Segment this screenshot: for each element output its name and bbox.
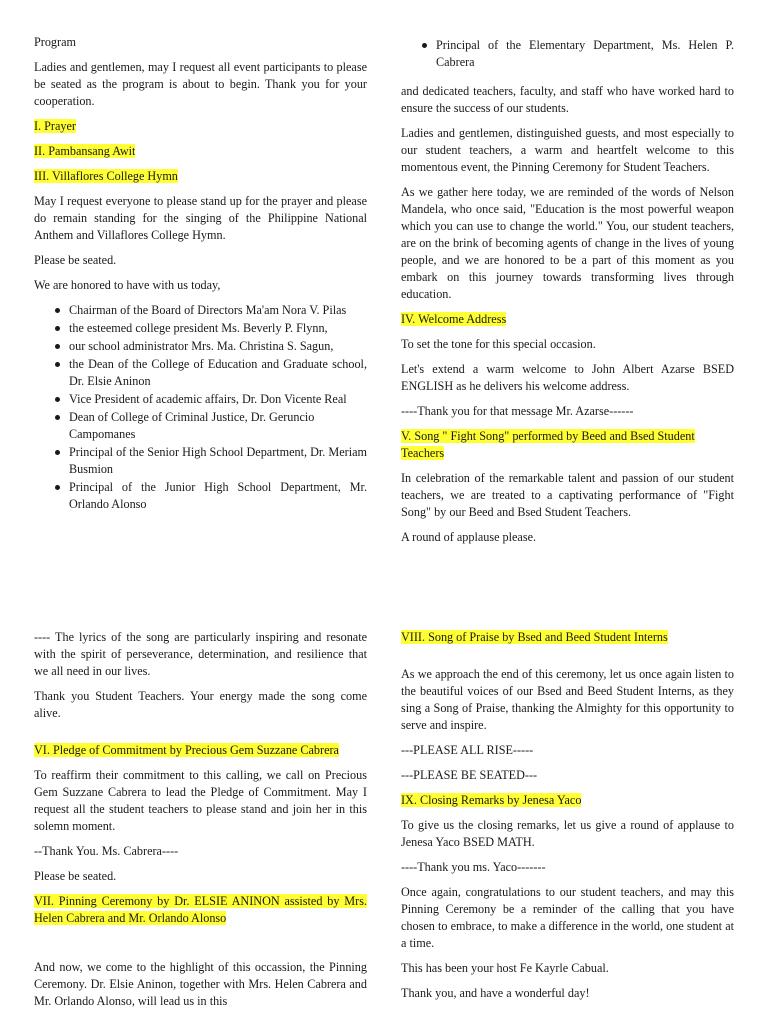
lyrics-paragraph: ---- The lyrics of the song are particularly inspiring and resonate with the spirit of perseverance, determination, and resilience that we all need in our lives. xyxy=(34,630,367,678)
fight-song-paragraph: In celebration of the remarkable talent and passion of our student teachers, we are treated to a captivating performance of "Fight Song" by our Beed and Bsed Student Teachers. xyxy=(401,471,734,519)
heading-pledge: VI. Pledge of Commitment by Precious Gem Suzzane Cabrera xyxy=(34,743,339,757)
heading-prayer: I. Prayer xyxy=(34,119,76,133)
heading-pambansang-awit: II. Pambansang Awit xyxy=(34,144,136,158)
closing-thanks: Thank you, and have a wonderful day! xyxy=(401,986,590,1000)
list-item: Principal of the Senior High School Department, Dr. Meriam Busmion xyxy=(69,445,367,476)
applause-line: A round of applause please. xyxy=(401,530,537,544)
pledge-paragraph: To reaffirm their commitment to this calling, we call on Precious Gem Suzzane Cabrera to lead the Pledge of Commitment. May I request all the student teachers to please stand and join her in this solemn moment. xyxy=(34,768,367,833)
please-be-seated-2: Please be seated. xyxy=(34,869,117,883)
please-be-seated-3: ---PLEASE BE SEATED--- xyxy=(401,768,538,782)
guest-list-continued xyxy=(401,37,734,71)
guest-list xyxy=(34,302,367,513)
program-title: Program xyxy=(34,35,76,49)
pinning-paragraph: And now, we come to the highlight of this occassion, the Pinning Ceremony. Dr. Elsie Aninon, together with Mrs. Helen Cabrera and Mr. Orlando Alonso, will lead us in this xyxy=(34,960,367,1008)
yaco-thanks: ----Thank you ms. Yaco------- xyxy=(401,860,546,874)
heading-fight-song: V. Song " Fight Song" performed by Beed and Bsed Student Teachers xyxy=(401,429,695,460)
list-item: Principal of the Elementary Department, Ms. Helen P. Cabrera xyxy=(436,38,734,69)
azarse-thanks: ----Thank you for that message Mr. Azarse------ xyxy=(401,404,634,418)
list-item: Principal of the Junior High School Department, Mr. Orlando Alonso xyxy=(69,480,367,511)
list-item: the Dean of the College of Education and Graduate school, Dr. Elsie Aninon xyxy=(69,357,367,388)
praise-paragraph: As we approach the end of this ceremony, let us once again listen to the beautiful voices of our Bsed and Beed Student Interns, as they sing a Song of Praise, thanking the Almighty for this opportunity to serve and inspire. xyxy=(401,667,734,732)
list-item: Chairman of the Board of Directors Ma'am Nora V. Pilas xyxy=(69,302,367,319)
tone-paragraph: To set the tone for this special occasion. xyxy=(401,337,596,351)
heading-closing-remarks: IX. Closing Remarks by Jenesa Yaco xyxy=(401,793,582,807)
cabrera-thanks: --Thank You. Ms. Cabrera---- xyxy=(34,844,179,858)
teachers-paragraph: and dedicated teachers, faculty, and staff who have worked hard to ensure the success of our students. xyxy=(401,84,734,115)
please-be-seated: Please be seated. xyxy=(34,253,117,267)
column-bottom-right xyxy=(401,629,734,1010)
please-all-rise: ---PLEASE ALL RISE----- xyxy=(401,743,534,757)
opening-paragraph: Ladies and gentlemen, may I request all event participants to please be seated as the program is about to begin. Thank you for your cooperation. xyxy=(34,60,367,108)
list-item: the esteemed college president Ms. Beverly P. Flynn, xyxy=(69,320,367,337)
heading-pinning-ceremony: VII. Pinning Ceremony by Dr. ELSIE ANINON assisted by Mrs. Helen Cabrera and Mr. Orlando Alonso xyxy=(34,894,367,925)
honored-intro: We are honored to have with us today, xyxy=(34,278,221,292)
azarse-intro: Let's extend a warm welcome to John Albert Azarse BSED ENGLISH as he delivers his welcome address. xyxy=(401,362,734,393)
column-top-right xyxy=(401,37,734,554)
heading-college-hymn: III. Villaflores College Hymn xyxy=(34,169,178,183)
heading-song-of-praise: VIII. Song of Praise by Bsed and Beed Student Interns xyxy=(401,630,668,644)
heading-welcome-address: IV. Welcome Address xyxy=(401,312,507,326)
welcome-paragraph: Ladies and gentlemen, distinguished guests, and most especially to our student teachers, a warm and heartfelt welcome to this momentous event, the Pinning Ceremony for Student Teachers. xyxy=(401,126,734,174)
mandela-paragraph: As we gather here today, we are reminded of the words of Nelson Mandela, who once said, "Education is the most powerful weapon which you can use to change the world." You, our student teachers, are on the brink of becoming agents of change in the lives of young people, and we are honored to be a part of this moment as you embark on this journey towards transforming lives through education. xyxy=(401,185,734,301)
list-item: Vice President of academic affairs, Dr. Don Vicente Real xyxy=(69,391,367,408)
host-line: This has been your host Fe Kayrle Cabual. xyxy=(401,961,609,975)
thanks-student-teachers: Thank you Student Teachers. Your energy made the song come alive. xyxy=(34,689,367,720)
stand-request-paragraph: May I request everyone to please stand up for the prayer and please do remain standing for the singing of the Philippine National Anthem and Villaflores College Hymn. xyxy=(34,194,367,242)
list-item: our school administrator Mrs. Ma. Christina S. Sagun, xyxy=(69,338,367,355)
closing-intro: To give us the closing remarks, let us give a round of applause to Jenesa Yaco BSED MATH. xyxy=(401,818,734,849)
column-top-left xyxy=(34,34,367,521)
column-bottom-left xyxy=(34,629,367,1018)
congratulations-paragraph: Once again, congratulations to our student teachers, and may this Pinning Ceremony be a reminder of the calling that you have chosen to embrace, to make a difference in the world, one student at a time. xyxy=(401,885,734,950)
list-item: Dean of College of Criminal Justice, Dr. Geruncio Campomanes xyxy=(69,409,367,443)
